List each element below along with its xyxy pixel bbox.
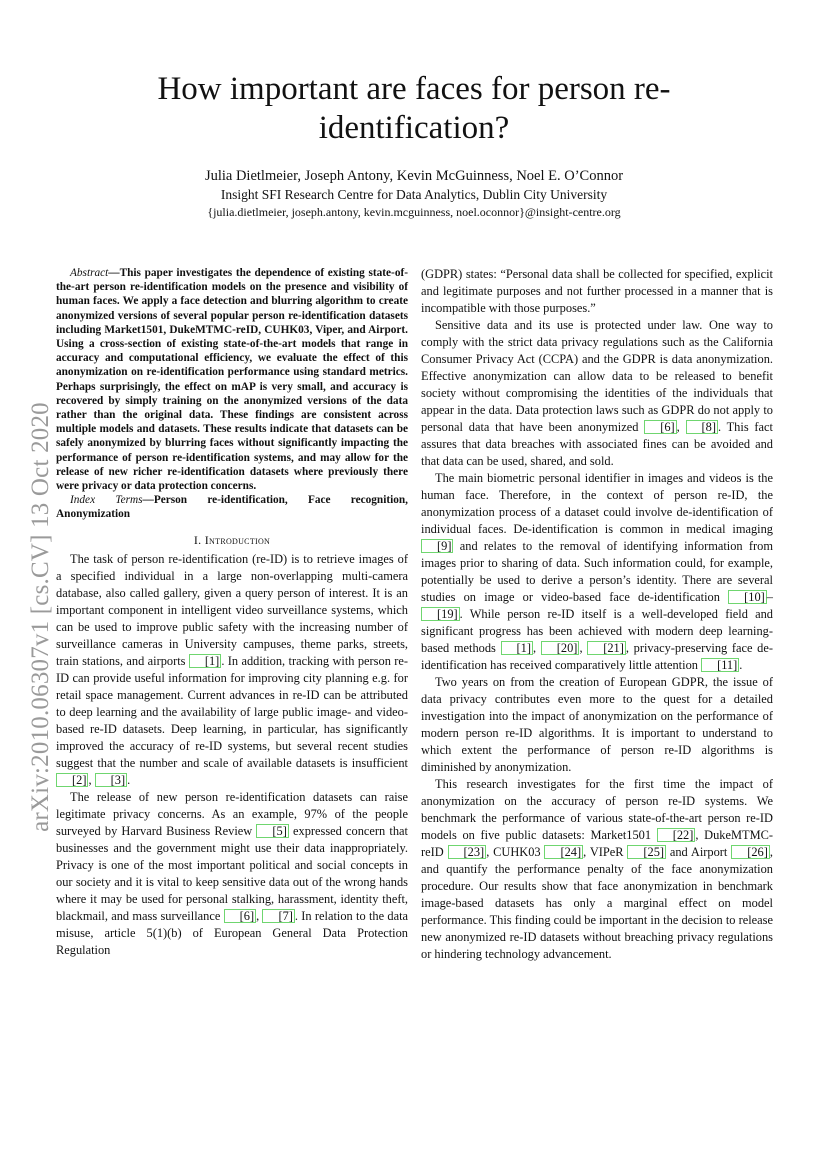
citation-link[interactable]: [24] [544,845,583,859]
abstract [56,266,408,493]
paragraph-text: , VIPeR [583,845,628,859]
citation-link[interactable]: [11] [701,658,739,672]
paragraph-text: and relates to the removal of identifying information from images prior to sharing of data. Such information could, for example, potentially be used to derive a person’s identity. There are several studies on image or video-based face de-identification [421,539,773,604]
citation-link[interactable]: [5] [256,824,288,838]
paragraph-text: This research investigates for the first time the impact of anonymization on the accuracy of person re-ID systems. We benchmark the performance of various state-of-the-art person re-ID models on five public datasets: Market1501 [421,777,773,842]
paragraph-text: , and quantify the performance penalty of the face anonymization procedure. Our results show that face anonymization in benchmark image-based datasets has only a marginal effect on model performance. This finding could be important in the decision to release new anonymized re-ID datasets without breaching privacy regulations or hindering technology advancement. [421,845,773,961]
citation-link[interactable]: [25] [627,845,666,859]
index-terms-text: —Person re-identification, Face recognition, Anonymization [56,494,408,521]
paragraph-text: , [256,908,263,923]
citation-link[interactable]: [21] [587,641,626,655]
citation-link[interactable]: [7] [262,909,294,923]
citation-link[interactable]: [23] [448,845,487,859]
paragraph-text: . [127,772,131,787]
intro-paragraph-3: (GDPR) states: “Personal data shall be collected for specified, explicit and legitimate purposes and not further processed in a manner that is incompatible with those purposes.” [421,267,773,315]
section-heading-introduction: I. Introduction [193,532,271,547]
author-list: Julia Dietlmeier, Joseph Antony, Kevin McGuinness, Noel E. O’Connor [204,168,624,184]
left-column [56,266,408,959]
paragraph-text: , [676,420,686,434]
index-terms-label: Index Terms [70,494,143,507]
affiliation: Insight SFI Research Centre for Data Analytics, Dublin City University [220,187,608,202]
intro-paragraph-1 [56,551,408,789]
intro-paragraph-6: Two years on from the creation of European GDPR, the issue of data privacy contributes even more to the quest for a detailed investigation into the impact of anonymization on the performance of modern person re-ID algorithms. It is important to understand to which extent the performance of person re-ID algorithms is diminished by anonymization. [421,675,773,774]
paragraph-text: The release of new person re-identification datasets can raise legitimate privacy concerns. As an example, 97% of the people surveyed by Harvard Business Review [56,789,408,838]
intro-paragraph-2 [56,789,408,959]
citation-link[interactable]: [19] [421,607,460,621]
citation-link[interactable]: [1] [501,641,533,655]
abstract-label: Abstract [70,267,109,279]
citation-link[interactable]: [2] [56,773,88,787]
citation-link[interactable]: [22] [657,828,696,842]
intro-paragraph-7 [421,776,773,963]
citation-link[interactable]: [6] [644,420,676,434]
paragraph-text: , CUHK03 [486,845,545,859]
paper-title: How important are faces for person re-identification? [157,71,671,146]
citation-link[interactable]: [9] [421,539,453,553]
abstract-text: —This paper investigates the dependence of existing state-of-the-art person re-identification models on the presence and visibility of human faces. We apply a face detection and blurring algorithm to create anonymized versions of several popular person re-identification datasets including Market1501, DukeMTMC-reID, CUHK03, Viper, and Airport. Using a cross-section of existing state-of-the-art models that range in accuracy and computational efficiency, we evaluate the effect of this anonymization on re-identification performance using standard metrics. Perhaps surprisingly, the effect on mAP is very small, and accuracy is recovered by simply training on the anonymized versions of the data rather than the original data. These findings are consistent across multiple models and datasets. These results indicate that datasets can be safely anonymized by blurring faces without significantly impacting the performance of person re-identification systems, and may allow for the release of new richer re-identification datasets where previously there were privacy or data protection concerns. [56,267,408,493]
paragraph-text: – [766,590,773,604]
intro-paragraph-5 [421,470,773,674]
paragraph-text: Sensitive data and its use is protected under law. One way to comply with the strict data privacy regulations such as the California Consumer Privacy Act (CCPA) and the GDPR is data anonymization. Effective anonymization can allow data to be released to benefit society without compromising the identities of the individuals that appear in the data. Data protection laws such as GDPR do not apply to personal data that have been anonymized [421,318,773,434]
paragraph-text: . In relation to the data misuse, article 5(1)(b) of European General Data Protection Regulation [56,908,409,957]
paragraph-text: . While person re-ID itself is a well-developed field and significant progress has been achieved with modern deep learning-based methods [421,607,773,655]
citation-link[interactable]: [3] [95,773,127,787]
citation-link[interactable]: [20] [541,641,580,655]
author-emails: {julia.dietlmeier, joseph.antony, kevin.mcguinness, noel.oconnor}@insight-centre.org [207,205,621,219]
arxiv-sidebar [23,362,59,872]
paragraph-text: and Airport [666,845,732,859]
arxiv-identifier: arXiv:2010.06307v1 [cs.CV] 13 Oct 2020 [27,402,54,832]
paragraph-text: The task of person re-identification (re-ID) is to retrieve images of a specified individual in a large non-overlapping multi-camera database, also called gallery, given a query person of interest. It is an important component in intelligent video surveillance systems, which can be used to improve public safety with the increasing number of surveillance cameras in University campuses, theme parks, streets, train stations, and airports [56,551,408,668]
citation-link[interactable]: [8] [686,420,718,434]
paragraph-text: . [739,658,743,672]
paragraph-text: , [579,641,588,655]
paragraph-text: . In addition, tracking with person re-ID can provide useful information for improving city planning e.g. for retail space management. Current advances in re-ID can be attributed to deep learning and the availability of large public image- and video-based re-ID datasets. Deep learning, in particular, has significantly improved the accuracy of re-ID systems, but several recent studies suggest that the number and scale of available datasets is insufficient [56,653,409,770]
citation-link[interactable]: [26] [731,845,770,859]
citation-link[interactable]: [10] [728,590,767,604]
intro-paragraph-4 [421,317,773,470]
paragraph-text: , privacy-preserving face de-identification has received comparatively little attention [421,641,774,672]
paragraph-text: , [88,772,95,787]
citation-link[interactable]: [6] [224,909,256,923]
paragraph-text: The main biometric personal identifier in images and videos is the human face. Therefore, in the context of person re-ID, the anonymization process of a dataset could involve de-identification of individual faces. De-identification is common in medical imaging [421,471,773,536]
paragraph-text: , DukeMTMC-reID [421,828,774,859]
citation-link[interactable]: [1] [189,654,221,668]
right-column [421,266,773,963]
paragraph-text: , [533,641,541,655]
index-terms [56,493,408,521]
paragraph-text: expressed concern that businesses and the government might use their data inappropriately. Privacy is one of the most important political and social concepts in our society and it is vital to keep sensitive data out of the wrong hands where it may be used for personal stalking, harassment, identity theft, blackmail, and mass surveillance [56,823,408,923]
paragraph-text: . This fact assures that data breaches with associated fines can be avoided and that data can be used, shared, and sold. [421,420,773,468]
